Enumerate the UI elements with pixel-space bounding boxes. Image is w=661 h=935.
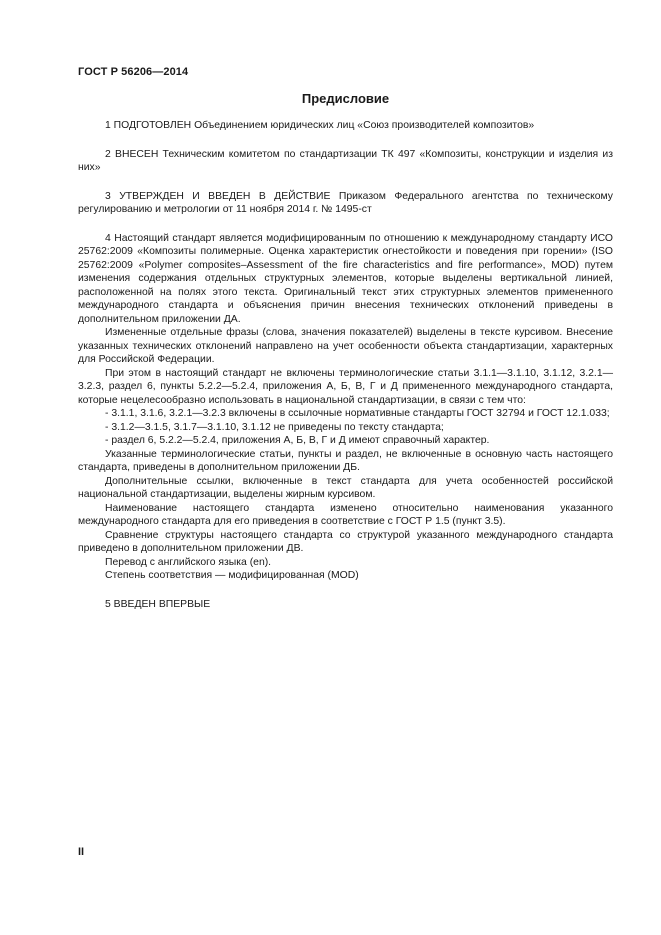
paragraph-approved: 3 УТВЕРЖДЕН И ВВЕДЕН В ДЕЙСТВИЕ Приказом Федерального агентства по техническому регулированию и метрологии от 11 ноября 2014 г. № 1495-ст	[78, 190, 613, 215]
paragraph-italic-changes: Измененные отдельные фразы (слова, значения показателей) выделены в тексте курсивом. Внесение указанных технических отклонений направлено на учет особенности объекта стандартизации, характерных для Российской Федерации.	[78, 327, 613, 365]
paragraph-structure-comparison: Сравнение структуры настоящего стандарта со структурой указанного международного стандарта приведено в дополнительном приложении ДВ.	[78, 529, 613, 554]
list-item: - раздел 6, 5.2.2—5.2.4, приложения А, Б, В, Г и Д имеют справочный характер.	[105, 435, 490, 446]
paragraph-prepared-by: 1 ПОДГОТОВЛЕН Объединением юридических лиц «Союз производителей композитов»	[105, 120, 535, 131]
standard-code-header: ГОСТ Р 56206—2014	[78, 66, 189, 78]
paragraph-conformity: Степень соответствия — модифицированная (MOD)	[105, 570, 359, 581]
list-item: - 3.1.1, 3.1.6, 3.2.1—3.2.3 включены в ссылочные нормативные стандарты ГОСТ 32794 и ГОСТ 12.1.033;	[105, 408, 610, 419]
paragraph-title-change: Наименование настоящего стандарта изменено относительно наименования указанного международного стандарта для его приведения в соответствие с ГОСТ Р 1.5 (пункт 3.5).	[78, 502, 613, 527]
paragraph-additional-refs: Дополнительные ссылки, включенные в текст стандарта для учета особенностей российской национальной стандартизации, выделены жирным курсивом.	[78, 475, 613, 500]
paragraph-excluded-articles: При этом в настоящий стандарт не включены терминологические статьи 3.1.1—3.1.10, 3.1.12, 3.2.1—3.2.3, раздел 6, пункты 5.2.2—5.2.4, приложения А, Б, В, Г и Д примененного международного стандарта, которые нецелесообразно использовать в национальной стандартизации, в связи с тем что:	[78, 367, 613, 406]
paragraph-first-introduced: 5 ВВЕДЕН ВПЕРВЫЕ	[105, 598, 211, 610]
page-number: II	[78, 846, 85, 858]
paragraph-translation: Перевод с английского языка (en).	[105, 556, 272, 568]
paragraph-introduced-by: 2 ВНЕСЕН Техническим комитетом по стандартизации ТК 497 «Композиты, конструкции и изделия из них»	[78, 148, 613, 173]
paragraph-appendix-db: Указанные терминологические статьи, пункты и раздел, не включенные в основную часть настоящего стандарта, приведены в дополнительном приложении ДБ.	[78, 448, 613, 473]
paragraph-modification: 4 Настоящий стандарт является модифицированным по отношению к международному стандарту ИСО 25762:2009 «Композиты полимерные. Оценка характеристик огнестойкости и поведения при горении» (ISO 25762:2009 «Polymer composites–Assessment of the fire characteristics and fire performance», MOD) путем изменения содержания отдельных структурных элементов, которые выделены вертикальной линией, расположенной на полях этого текста. Оригинальный текст этих структурных элементов примененного международного стандарта и объяснения причин внесения технических отклонений приведены в дополнительном приложении ДА.	[78, 232, 613, 325]
page-title: Предисловие	[301, 91, 390, 106]
list-item: - 3.1.2—3.1.5, 3.1.7—3.1.10, 3.1.12 не приведены по тексту стандарта;	[105, 421, 444, 433]
foreword-body	[78, 119, 613, 611]
